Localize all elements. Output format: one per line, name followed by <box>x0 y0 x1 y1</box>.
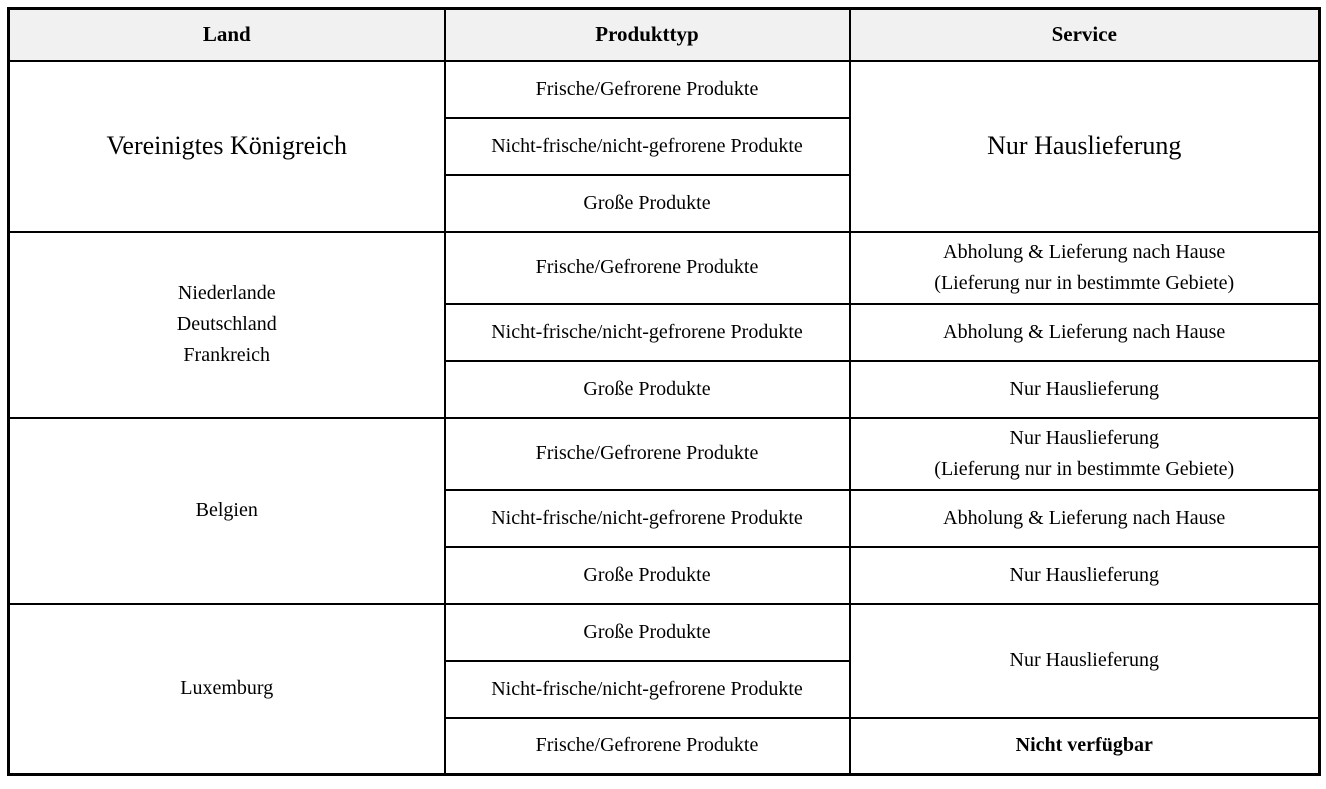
produkttyp-cell: Nicht-frische/nicht-gefrorene Produkte <box>445 490 850 547</box>
produkttyp-cell: Nicht-frische/nicht-gefrorene Produkte <box>445 661 850 718</box>
country-service-table <box>7 7 1321 776</box>
service-line: Abholung & Lieferung nach Hause <box>943 240 1226 263</box>
land-cell-uk: Vereinigtes Königreich <box>9 61 445 232</box>
table-row <box>9 61 1320 118</box>
produkttyp-cell: Große Produkte <box>445 547 850 604</box>
table-row <box>9 604 1320 661</box>
produkttyp-cell: Frische/Gefrorene Produkte <box>445 718 850 775</box>
service-cell <box>850 418 1320 490</box>
table-row <box>9 232 1320 304</box>
service-cell <box>850 232 1320 304</box>
service-cell: Nur Hauslieferung <box>850 547 1320 604</box>
service-cell-unavailable: Nicht verfügbar <box>850 718 1320 775</box>
produkttyp-cell: Frische/Gefrorene Produkte <box>445 232 850 304</box>
land-line: Niederlande <box>177 282 276 304</box>
header-row <box>9 9 1320 61</box>
produkttyp-cell: Nicht-frische/nicht-gefrorene Produkte <box>445 118 850 175</box>
land-line: Deutschland <box>176 313 277 335</box>
column-header-land: Land <box>9 9 445 61</box>
service-line: (Lieferung nur in bestimmte Gebiete) <box>934 271 1235 294</box>
service-cell: Nur Hauslieferung <box>850 604 1320 718</box>
produkttyp-cell: Frische/Gefrorene Produkte <box>445 418 850 490</box>
land-cell-luxemburg: Luxemburg <box>9 604 445 775</box>
produkttyp-cell: Große Produkte <box>445 175 850 232</box>
land-cell-nl-de-fr <box>9 232 445 418</box>
column-header-produkttyp: Produkttyp <box>445 9 850 61</box>
service-cell: Nur Hauslieferung <box>850 61 1320 232</box>
service-cell: Nur Hauslieferung <box>850 361 1320 418</box>
produkttyp-cell: Nicht-frische/nicht-gefrorene Produkte <box>445 304 850 361</box>
service-line: (Lieferung nur in bestimmte Gebiete) <box>934 457 1235 480</box>
table-row <box>9 418 1320 490</box>
land-cell-belgien: Belgien <box>9 418 445 604</box>
service-line: Nur Hauslieferung <box>1009 426 1159 449</box>
produkttyp-cell: Frische/Gefrorene Produkte <box>445 61 850 118</box>
column-header-service: Service <box>850 9 1320 61</box>
produkttyp-cell: Große Produkte <box>445 604 850 661</box>
service-cell: Abholung & Lieferung nach Hause <box>850 304 1320 361</box>
produkttyp-cell: Große Produkte <box>445 361 850 418</box>
land-line: Frankreich <box>183 344 271 366</box>
service-cell: Abholung & Lieferung nach Hause <box>850 490 1320 547</box>
